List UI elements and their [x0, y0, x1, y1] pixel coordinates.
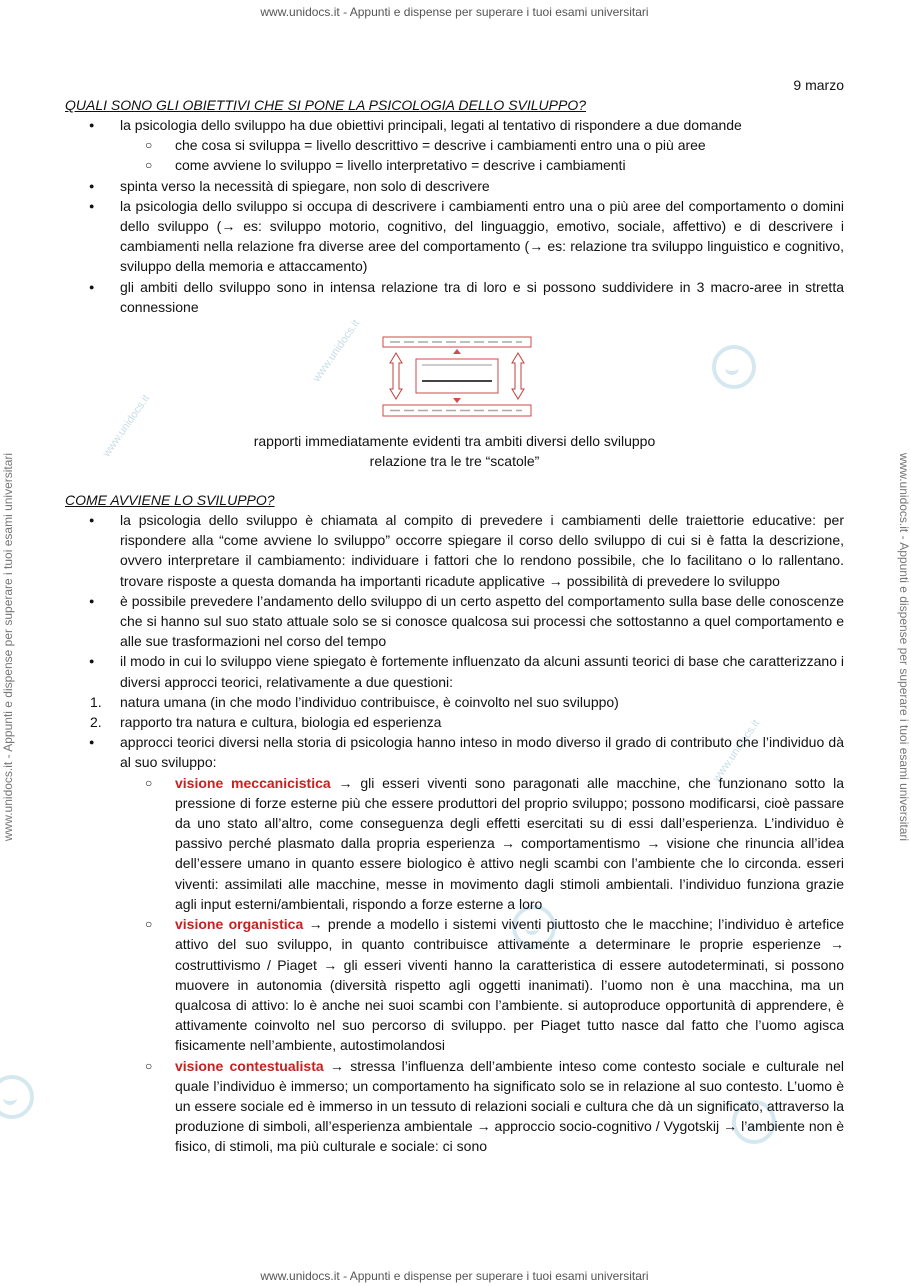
diagram-image	[382, 335, 532, 419]
numbered-item	[65, 712, 844, 732]
section-heading-development: COME AVVIENE LO SVILUPPO?	[65, 492, 275, 509]
list-item: ● la psicologia dello sviluppo si occupa di descrivere i cambiamenti entro una o più aree del comportamento o domini dello sviluppo (→ es: sviluppo motorio, cognitivo, del linguaggio, emotivo, sociale, affettivo) e di descrivere i cambiamenti nella relazione fra diverse aree del comportamento (→ es: relazione tra sviluppo linguistico e cognitivo, sviluppo della memoria e attaccamento)	[65, 196, 844, 277]
term-organistic: visione organistica	[175, 916, 304, 933]
term-contextualist: visione contestualista	[175, 1057, 324, 1074]
list-item: ● approcci teorici diversi nella storia di psicologia hanno inteso in modo diverso il grado di contributo che l’individuo dà al suo sviluppo:	[65, 732, 844, 772]
watermark-text: www.unidocs.it	[310, 317, 363, 385]
objectives-list	[65, 115, 844, 317]
list-item: ● il modo in cui lo sviluppo viene spiegato è fortemente influenzato da alcuni assunti teorici di base che caratterizzano i diversi approcci teorici, relativamente a due questioni:	[65, 651, 844, 691]
watermark-logo-icon	[0, 1075, 34, 1119]
date-label: 9 marzo	[793, 77, 844, 93]
numbered-item	[65, 692, 844, 712]
sub-list-item	[65, 914, 844, 1055]
diagram-caption: rapporti immediatamente evidenti tra ambiti diversi dello sviluppo	[253, 433, 656, 450]
item-number: 1.	[90, 693, 102, 710]
list-item: ● spinta verso la necessità di spiegare, non solo di descrivere	[65, 176, 844, 196]
diagram-caption: relazione tra le tre “scatole”	[369, 453, 540, 470]
right-side-watermark: www.unidocs.it - Appunti e dispense per superare i tuoi esami universitari	[897, 452, 911, 842]
item-text: natura umana (in che modo l’individuo contribuisce, è coinvolto nel suo sviluppo)	[120, 693, 619, 710]
development-list	[65, 510, 844, 1157]
term-description: → gli esseri viventi sono paragonati alle macchine, che funzionano sotto la pressione di forze esterne più che essere produttori del proprio sviluppo; possono modificarsi, cioè passare da uno stato all’altro, come conseguenza degli effetti esercitati su di essi dall’esperienza. L’individuo è passivo perché plasmato dalla propria esperienza → comportamentismo → visione che rinuncia all’idea dell’essere umano in quanto essere biologico è attivo negli scambi con l’ambiente che lo circonda. esseri viventi: assimilati alle macchine, messe in movimento dagli stimoli ambientali. l’individuo funziona grazie agli input esterni/ambientali, rispondo a forze esterne a loro	[175, 774, 844, 912]
section-heading-objectives: QUALI SONO GLI OBIETTIVI CHE SI PONE LA PSICOLOGIA DELLO SVILUPPO?	[65, 97, 587, 113]
sub-list-item: ○ come avviene lo sviluppo = livello interpretativo = descrive i cambiamenti	[65, 155, 844, 175]
left-side-watermark: www.unidocs.it - Appunti e dispense per superare i tuoi esami universitari	[1, 452, 15, 842]
document-body	[65, 75, 844, 1157]
sub-list-item	[65, 773, 844, 914]
watermark-text: www.unidocs.it	[710, 717, 763, 785]
term-mechanistic: visione meccanicistica	[175, 774, 331, 791]
sub-list-item	[65, 1056, 844, 1157]
item-text: rapporto tra natura e cultura, biologia ed esperienza	[120, 714, 442, 731]
list-item: ● la psicologia dello sviluppo ha due obiettivi principali, legati al tentativo di rispondere a due domande	[65, 115, 844, 135]
macro-areas-diagram	[382, 335, 532, 419]
term-description: → stressa l’influenza dell’ambiente inteso come contesto sociale e culturale nel quale l’individuo è immerso; un comportamento ha significato solo se in relazione al suo contesto. L’uomo è un essere sociale ed è immerso in un tessuto di relazioni sociali e cultura che dà un significato, attraverso la produzione di simboli, all’esperienza ambientale → approccio socio-cognitivo / Vygotskij → l’ambiente non è fisico, di stimoli, ma più culturale e sociale: ci sono	[175, 1057, 844, 1155]
term-description: → prende a modello i sistemi viventi piuttosto che le macchine; l’individuo è artefice attivo del suo sviluppo, in quanto contribuisce attivamente a determinare le proprie esperienze → costruttivismo / Piaget → gli esseri viventi hanno la caratteristica di essere autodeterminati, si possono muovere in autonomia (diversità rispetto agli oggetti inanimati). l’uomo non è una macchina, ma un qualcosa di attivo: lo è anche nei suoi scambi con l’ambiente. si autoproduce opportunità di apprendere, è attivamente coinvolto nel suo percorso di sviluppo. per Piaget tutto nasce dal fatto che l’uomo agisca fisicamente nell’ambiente, autostimolandosi	[175, 916, 844, 1054]
watermark-text: www.unidocs.it	[100, 392, 153, 460]
item-number: 2.	[90, 714, 102, 731]
sub-list-item: ○ che cosa si sviluppa = livello descrittivo = descrive i cambiamenti entro una o più aree	[65, 135, 844, 155]
header-banner: www.unidocs.it - Appunti e dispense per superare i tuoi esami universitari	[260, 5, 649, 19]
list-item: ● è possibile prevedere l’andamento dello sviluppo di un certo aspetto del comportamento sulla base delle conoscenze che si hanno sul suo stato attuale solo se si conosce qualcosa sui processi che sottostanno a quel comportamento e alle sue trasformazioni nel corso del tempo	[65, 591, 844, 652]
list-item: ● la psicologia dello sviluppo è chiamata al compito di prevedere i cambiamenti delle traiettorie educative: per rispondere alla “come avviene lo sviluppo” occorre spiegare il corso dello sviluppo di cui si è fatta la descrizione, ovvero interpretare il cambiamento: individuare i fattori che lo rendono possibile, che lo facilitano o lo rallentano. trovare risposte a questa domanda ha importanti ricadute applicative → possibilità di prevedere lo sviluppo	[65, 510, 844, 591]
list-item: ● gli ambiti dello sviluppo sono in intensa relazione tra di loro e si possono suddividere in 3 macro-aree in stretta connessione	[65, 277, 844, 317]
footer-banner: www.unidocs.it - Appunti e dispense per superare i tuoi esami universitari	[260, 1269, 649, 1283]
